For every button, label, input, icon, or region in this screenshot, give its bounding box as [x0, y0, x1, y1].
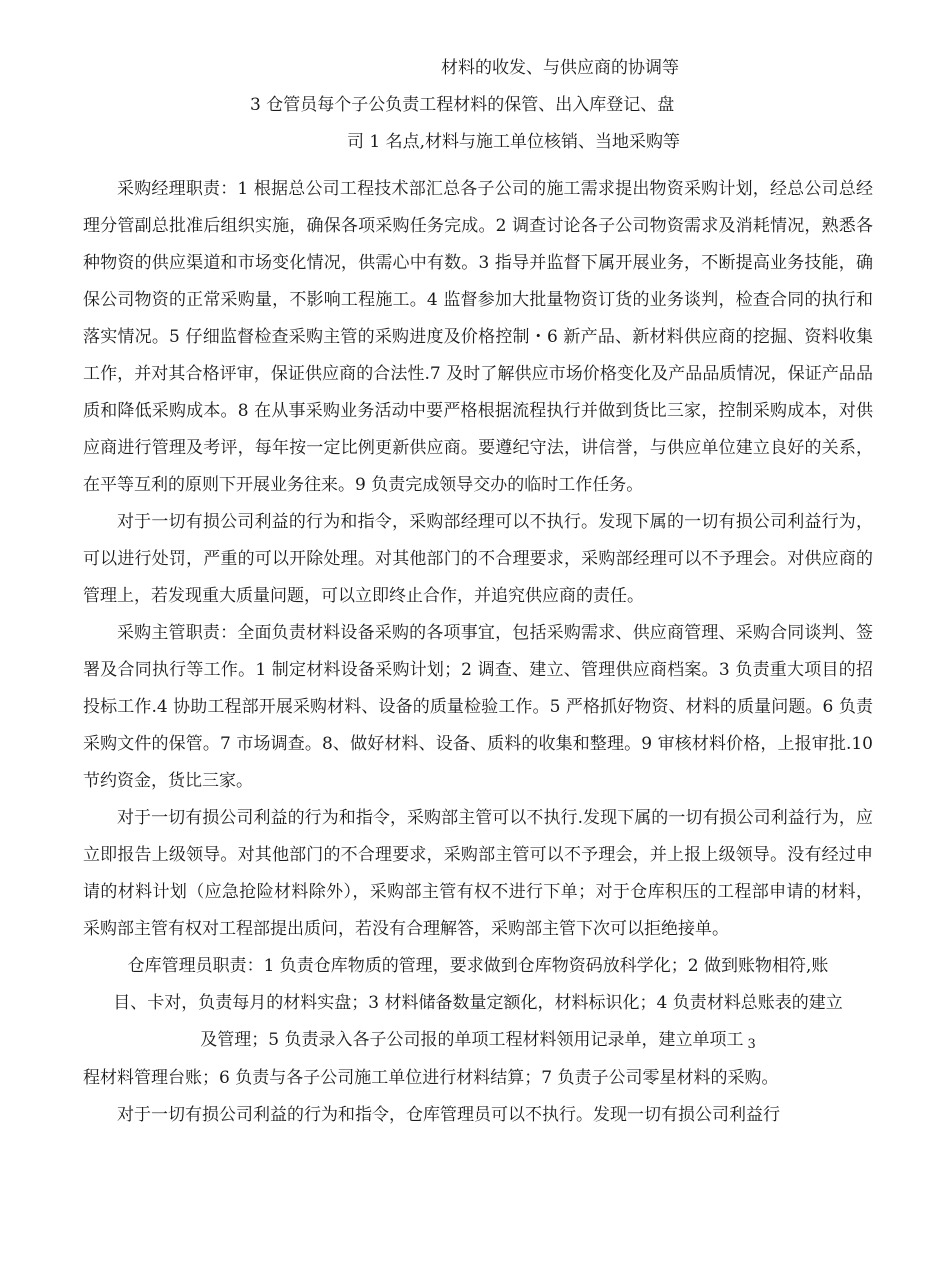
table-fragment-line-3: 司 1 名点,材料与施工单位核销、当地采购等	[347, 132, 681, 152]
warehouse-line-3	[83, 1022, 873, 1060]
warehouse-line-2: 目、卡对，负责每月的材料实盘；3 材料储备数量定额化，材料标识化；4 负责材料总账表的建立	[113, 993, 843, 1013]
paragraph-purchasing-supervisor-authority: 对于一切有损公司利益的行为和指令，采购部主管可以不执行.发现下属的一切有损公司利益行为，应立即报告上级领导。对其他部门的不合理要求，采购部主管可以不予理会，并上报上级领导。没有经过申请的材料计划（应急抢险材料除外），采购部主管有权不进行下单；对于仓库积压的工程部申请的材料，采购部主管有权对工程部提出质问，若没有合理解答，采购部主管下次可以拒绝接单。	[83, 808, 873, 939]
table-fragment-line-1: 材料的收发、与供应商的协调等	[441, 58, 679, 78]
paragraph-warehouse-keeper-authority: 对于一切有损公司利益的行为和指令，仓库管理员可以不执行。发现一切有损公司利益行	[117, 1105, 780, 1125]
warehouse-line-3-text: 及管理；5 负责录入各子公司报的单项工程材料领用记录单，建立单项工	[200, 1030, 744, 1050]
paragraph-purchasing-manager-authority: 对于一切有损公司利益的行为和指令，采购部经理可以不执行。发现下属的一切有损公司利益行为，可以进行处罚，严重的可以开除处理。对其他部门的不合理要求，采购部经理可以不予理会。对供应商的管理上，若发现重大质量问题，可以立即终止合作，并追究供应商的责任。	[83, 512, 873, 606]
paragraph-purchasing-supervisor-duties: 采购主管职责：全面负责材料设备采购的各项事宜，包括采购需求、供应商管理、采购合同谈判、签署及合同执行等工作。1 制定材料设备采购计划；2 调查、建立、管理供应商档案。3 负责重大项目的招投标工作.4 协助工程部开展采购材料、设备的质量检验工作。5 严格抓好物资、材料的质量问题。6 负责采购文件的保管。7 市场调查。8、做好材料、设备、质料的收集和整理。9 审核材料价格，上报审批.10 节约资金，货比三家。	[83, 623, 873, 791]
table-fragment-line-2: 3 仓管员每个子公负责工程材料的保管、出入库登记、盘	[250, 95, 675, 115]
warehouse-line-1: 仓库管理员职责：1 负责仓库物质的管理，要求做到仓库物资码放科学化；2 做到账物相符,账	[127, 956, 829, 976]
page-number: 3	[747, 1037, 756, 1052]
paragraph-purchasing-manager-duties: 采购经理职责：1 根据总公司工程技术部汇总各子公司的施工需求提出物资采购计划，经总公司总经理分管副总批准后组织实施，确保各项采购任务完成。2 调查讨论各子公司物资需求及消耗情况，熟悉各种物资的供应渠道和市场变化情况，供需心中有数。3 指导并监督下属开展业务，不断提高业务技能，确保公司物资的正常采购量，不影响工程施工。4 监督参加大批量物资订货的业务谈判，检查合同的执行和落实情况。5 仔细监督检查采购主管的采购进度及价格控制・6 新产品、新材料供应商的挖掘、资料收集工作，并对其合格评审，保证供应商的合法性.7 及时了解供应市场价格变化及产品品质情况，保证产品品质和降低采购成本。8 在从事采购业务活动中要严格根据流程执行并做到货比三家，控制采购成本，对供应商进行管理及考评，每年按一定比例更新供应商。要遵纪守法，讲信誉，与供应单位建立良好的关系，在平等互利的原则下开展业务往来。9 负责完成领导交办的临时工作任务。	[83, 179, 873, 495]
body-text	[83, 171, 873, 1134]
warehouse-line-4: 程材料管理台账；6 负责与各子公司施工单位进行材料结算；7 负责子公司零星材料的采购。	[83, 1068, 779, 1088]
paragraph-warehouse-keeper-duties	[83, 948, 873, 1097]
